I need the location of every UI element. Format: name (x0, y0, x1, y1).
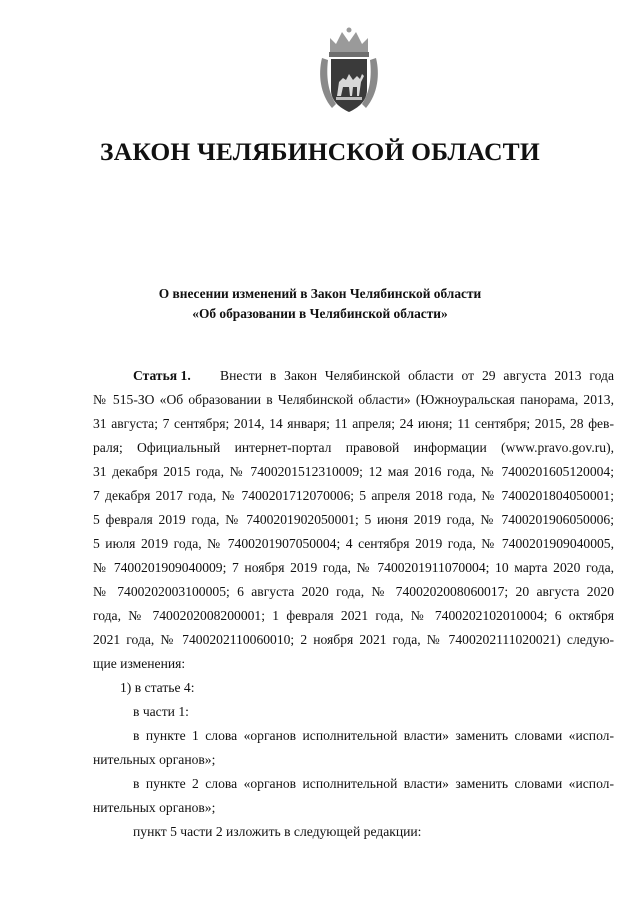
body-line: Внести в Закон Челябинской области от 29 августа 2013 года (220, 368, 614, 383)
subject-line-2: «Об образовании в Челябинской области» (192, 306, 448, 321)
article-first-line (133, 366, 614, 386)
coat-of-arms-icon (316, 24, 382, 116)
law-title: ЗАКОН ЧЕЛЯБИНСКОЙ ОБЛАСТИ (100, 137, 540, 166)
body-line: нительных органов»; (93, 752, 216, 767)
body-line: 31 августа; 7 сентября; 2014, 14 января; 11 апреля; 24 июня; 11 сентября; 2015, 28 фев- (93, 416, 614, 431)
body-line: года, № 7400202008200001; 1 февраля 2021 года, № 7400202102010004; 6 октября (93, 608, 614, 623)
body-line: раля; Официальный интернет-портал правовой информации (www.pravo.gov.ru), (93, 440, 614, 455)
body-line: 7 декабря 2017 года, № 7400201712070006; 5 апреля 2018 года, № 7400201804050001; (93, 488, 614, 503)
body-line: № 515-ЗО «Об образовании в Челябинской области» (Южноуральская панорама, 2013, (93, 392, 614, 407)
body-line: 2021 года, № 7400202110060010; 2 ноября 2021 года, № 7400202111020021) следую- (93, 632, 614, 647)
body-line: № 7400202003100005; 6 августа 2020 года, № 7400202008060017; 20 августа 2020 (93, 584, 614, 599)
law-subject (0, 284, 640, 324)
body-line: пункт 5 части 2 изложить в следующей редакции: (133, 824, 422, 839)
article-label: Статья 1. (133, 368, 191, 383)
body-line: 5 июля 2019 года, № 7400201907050004; 4 сентября 2019 года, № 7400201909040005, (93, 536, 614, 551)
subject-line-1: О внесении изменений в Закон Челябинской области (158, 286, 482, 301)
body-line: в пункте 1 слова «органов исполнительной власти» заменить словами «испол- (133, 728, 614, 743)
body-line: 31 декабря 2015 года, № 7400201512310009; 12 мая 2016 года, № 7400201605120004; (93, 464, 614, 479)
body-line: № 7400201909040009; 7 ноября 2019 года, № 7400201911070004; 10 марта 2020 года, (93, 560, 614, 575)
body-line: нительных органов»; (93, 800, 216, 815)
body-line: 5 февраля 2019 года, № 7400201902050001; 5 июня 2019 года, № 7400201906050006; (93, 512, 614, 527)
body-line: щие изменения: (93, 656, 186, 671)
list-item: в части 1: (133, 704, 189, 719)
list-item: 1) в статье 4: (120, 680, 195, 695)
body-line: в пункте 2 слова «органов исполнительной власти» заменить словами «испол- (133, 776, 614, 791)
